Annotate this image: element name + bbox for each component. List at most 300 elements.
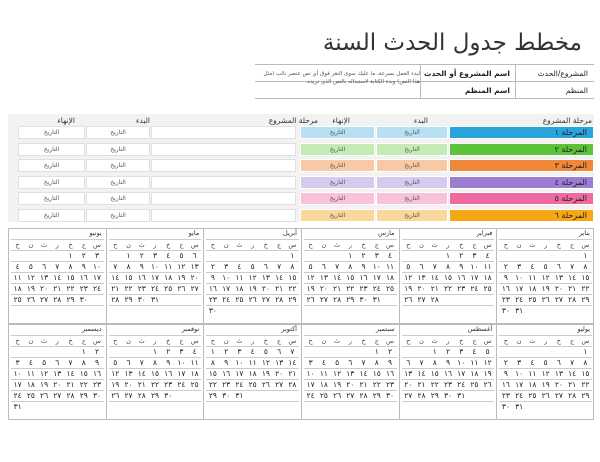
day-cell[interactable]: ٢١	[417, 380, 426, 389]
day-cell[interactable]	[428, 402, 441, 412]
day-cell[interactable]	[246, 391, 259, 401]
day-cell[interactable]: ١٧	[13, 380, 22, 389]
day-cell[interactable]: ١	[210, 347, 215, 356]
day-cell[interactable]: ١٥	[124, 273, 133, 282]
day-cell[interactable]: ١٥	[430, 369, 439, 378]
day-cell[interactable]	[175, 391, 188, 401]
day-cell[interactable]: ٢٥	[248, 380, 257, 389]
day-cell[interactable]: ١٧	[515, 380, 524, 389]
phase-label[interactable]: المرحلة ٢	[449, 143, 594, 156]
day-cell[interactable]: ١٥	[66, 273, 75, 282]
day-cell[interactable]: ٨	[583, 262, 588, 271]
day-cell[interactable]: ٤	[388, 251, 393, 260]
phase-start-date[interactable]: التاريخ	[86, 159, 150, 172]
day-cell[interactable]: ٩	[95, 358, 100, 367]
day-cell[interactable]	[259, 402, 272, 412]
day-cell[interactable]: ٢٧	[124, 391, 133, 400]
day-cell[interactable]: ٢	[139, 251, 144, 260]
day-cell[interactable]	[148, 402, 161, 412]
day-cell[interactable]	[370, 306, 383, 316]
day-cell[interactable]	[552, 251, 565, 261]
day-cell[interactable]	[552, 402, 565, 412]
day-cell[interactable]: ١٧	[515, 284, 524, 293]
day-cell[interactable]: ١١	[164, 262, 173, 271]
day-cell[interactable]	[539, 306, 552, 316]
day-cell[interactable]: ٣	[224, 262, 229, 271]
day-cell[interactable]: ١٠	[306, 369, 315, 378]
day-cell[interactable]: ٢١	[359, 380, 368, 389]
day-cell[interactable]: ٣	[472, 251, 477, 260]
day-cell[interactable]: ٣٠	[79, 295, 88, 304]
day-cell[interactable]: ٩	[503, 273, 508, 282]
day-cell[interactable]: ٥	[42, 358, 47, 367]
day-cell[interactable]: ١٧	[470, 273, 479, 282]
day-cell[interactable]: ١٧	[457, 369, 466, 378]
day-cell[interactable]	[175, 306, 188, 316]
day-cell[interactable]	[415, 402, 428, 412]
day-cell[interactable]: ١٤	[137, 369, 146, 378]
day-cell[interactable]	[77, 402, 90, 412]
day-cell[interactable]: ٢٤	[177, 380, 186, 389]
day-cell[interactable]: ٢٢	[581, 284, 590, 293]
day-cell[interactable]	[344, 306, 357, 316]
day-cell[interactable]	[317, 251, 330, 261]
day-cell[interactable]: ٢٥	[319, 391, 328, 400]
day-cell[interactable]: ٢٩	[208, 391, 217, 400]
day-cell[interactable]: ١٠	[235, 358, 244, 367]
day-cell[interactable]: ٨	[290, 262, 295, 271]
day-cell[interactable]: ١١	[248, 358, 257, 367]
day-cell[interactable]: ٥	[113, 358, 118, 367]
day-cell[interactable]	[402, 347, 415, 357]
phase-end-date[interactable]: التاريخ	[18, 159, 85, 172]
day-cell[interactable]: ١٤	[53, 273, 62, 282]
day-cell[interactable]: ٩	[388, 358, 393, 367]
day-cell[interactable]: ٤	[237, 262, 242, 271]
day-cell[interactable]: ٣٠	[222, 391, 231, 400]
day-cell[interactable]: ٧	[290, 347, 295, 356]
day-cell[interactable]: ٤	[485, 251, 490, 260]
day-cell[interactable]	[383, 306, 396, 316]
phase-end-date[interactable]: التاريخ	[300, 176, 375, 189]
day-cell[interactable]: ٩	[503, 369, 508, 378]
day-cell[interactable]	[317, 347, 330, 357]
day-cell[interactable]: ٢٢	[150, 380, 159, 389]
day-cell[interactable]: ٩	[361, 262, 366, 271]
day-cell[interactable]: ١٦	[457, 273, 466, 282]
day-cell[interactable]: ٦	[126, 358, 131, 367]
day-cell[interactable]	[109, 347, 122, 357]
day-cell[interactable]: ٥	[179, 251, 184, 260]
day-cell[interactable]: ٢٨	[430, 295, 439, 304]
day-cell[interactable]: ٢٦	[483, 380, 492, 389]
phase-end-date[interactable]: التاريخ	[300, 126, 375, 139]
day-cell[interactable]: ٣	[374, 251, 379, 260]
day-cell[interactable]: ١٣	[261, 273, 270, 282]
phase-start-date[interactable]: التاريخ	[376, 192, 448, 205]
day-cell[interactable]	[37, 306, 50, 316]
day-cell[interactable]: ٨	[68, 262, 73, 271]
day-cell[interactable]: ٢٤	[515, 391, 524, 400]
day-cell[interactable]: ٢٦	[248, 295, 257, 304]
day-cell[interactable]	[51, 306, 64, 316]
day-cell[interactable]	[11, 347, 24, 357]
day-cell[interactable]: ٢١	[333, 284, 342, 293]
day-cell[interactable]: ١٨	[528, 380, 537, 389]
day-cell[interactable]: ٤	[530, 262, 535, 271]
project-value[interactable]: اسم المشروع أو الحدث	[423, 69, 510, 78]
day-cell[interactable]: ١١	[528, 369, 537, 378]
day-cell[interactable]	[90, 295, 103, 305]
day-cell[interactable]: ٣١	[235, 391, 244, 400]
day-cell[interactable]	[135, 347, 148, 357]
phase-end-date[interactable]: التاريخ	[18, 143, 85, 156]
day-cell[interactable]: ٣١	[457, 391, 466, 400]
day-cell[interactable]	[162, 306, 175, 316]
day-cell[interactable]: ٦	[192, 251, 197, 260]
day-cell[interactable]: ١٦	[79, 273, 88, 282]
day-cell[interactable]: ١٤	[333, 273, 342, 282]
day-cell[interactable]	[109, 402, 122, 412]
day-cell[interactable]	[402, 402, 415, 412]
day-cell[interactable]: ١٤	[430, 273, 439, 282]
day-cell[interactable]: ٢٩	[372, 391, 381, 400]
day-cell[interactable]: ١٩	[177, 273, 186, 282]
day-cell[interactable]	[330, 306, 343, 316]
day-cell[interactable]: ٩	[224, 358, 229, 367]
organizer-value[interactable]: اسم المنظم	[464, 86, 510, 95]
day-cell[interactable]: ٦	[406, 358, 411, 367]
day-cell[interactable]: ٢٩	[79, 391, 88, 400]
day-cell[interactable]: ٣	[15, 358, 20, 367]
day-cell[interactable]: ٢٩	[581, 391, 590, 400]
day-cell[interactable]: ١٥	[288, 273, 297, 282]
day-cell[interactable]: ٣٠	[208, 306, 217, 315]
day-cell[interactable]	[286, 306, 299, 316]
day-cell[interactable]: ٨	[81, 358, 86, 367]
day-cell[interactable]: ١٥	[346, 273, 355, 282]
day-cell[interactable]: ١٨	[483, 273, 492, 282]
day-cell[interactable]: ٢٨	[333, 295, 342, 304]
day-cell[interactable]	[481, 295, 494, 305]
day-cell[interactable]: ٢٨	[359, 391, 368, 400]
day-cell[interactable]	[539, 402, 552, 412]
day-cell[interactable]: ٦	[556, 262, 561, 271]
day-cell[interactable]: ٢٦	[26, 295, 35, 304]
day-cell[interactable]: ٣	[459, 347, 464, 356]
day-cell[interactable]: ٤	[28, 358, 33, 367]
day-cell[interactable]: ١٢	[404, 273, 413, 282]
day-cell[interactable]: ٢٢	[430, 380, 439, 389]
day-cell[interactable]: ٨	[583, 358, 588, 367]
day-cell[interactable]: ١٧	[372, 273, 381, 282]
day-cell[interactable]: ٢٢	[79, 380, 88, 389]
day-cell[interactable]	[286, 402, 299, 412]
day-cell[interactable]	[220, 402, 233, 412]
day-cell[interactable]	[148, 306, 161, 316]
day-cell[interactable]: ١	[583, 347, 588, 356]
day-cell[interactable]: ٢٥	[164, 284, 173, 293]
day-cell[interactable]	[566, 402, 579, 412]
day-cell[interactable]: ٢٤	[235, 380, 244, 389]
day-cell[interactable]: ٢٦	[177, 284, 186, 293]
day-cell[interactable]	[135, 306, 148, 316]
day-cell[interactable]: ١٢	[483, 358, 492, 367]
day-cell[interactable]: ١	[348, 251, 353, 260]
day-cell[interactable]	[539, 251, 552, 261]
day-cell[interactable]	[37, 402, 50, 412]
day-cell[interactable]: ٢٠	[417, 284, 426, 293]
phase-start-date[interactable]: التاريخ	[86, 126, 150, 139]
phase-end-date[interactable]: التاريخ	[300, 192, 375, 205]
day-cell[interactable]: ١٢	[261, 358, 270, 367]
day-cell[interactable]: ١٣	[346, 369, 355, 378]
day-cell[interactable]: ٢	[459, 251, 464, 260]
day-cell[interactable]: ١٩	[306, 284, 315, 293]
day-cell[interactable]: ٢١	[568, 284, 577, 293]
day-cell[interactable]: ٩	[445, 358, 450, 367]
day-cell[interactable]: ١٦	[501, 284, 510, 293]
day-cell[interactable]	[77, 306, 90, 316]
day-cell[interactable]: ٢٤	[372, 284, 381, 293]
phase-label-empty[interactable]	[151, 176, 296, 189]
day-cell[interactable]: ١٧	[150, 273, 159, 282]
day-cell[interactable]	[122, 402, 135, 412]
day-cell[interactable]: ٢٦	[333, 391, 342, 400]
day-cell[interactable]: ٤	[250, 347, 255, 356]
day-cell[interactable]	[122, 306, 135, 316]
day-cell[interactable]: ١٠	[372, 262, 381, 271]
day-cell[interactable]	[220, 251, 233, 261]
day-cell[interactable]	[526, 402, 539, 412]
day-cell[interactable]: ٢٩	[581, 295, 590, 304]
day-cell[interactable]	[220, 306, 233, 316]
day-cell[interactable]	[304, 402, 317, 412]
day-cell[interactable]: ٢٦	[404, 295, 413, 304]
day-cell[interactable]: ٣	[95, 251, 100, 260]
day-cell[interactable]: ١٥	[372, 369, 381, 378]
day-cell[interactable]: ٣	[237, 347, 242, 356]
day-cell[interactable]: ٩	[210, 273, 215, 282]
day-cell[interactable]: ٢٤	[457, 380, 466, 389]
day-cell[interactable]	[330, 347, 343, 357]
day-cell[interactable]: ٨	[348, 262, 353, 271]
day-cell[interactable]: ١٧	[92, 273, 102, 282]
day-cell[interactable]	[37, 347, 50, 357]
day-cell[interactable]	[51, 402, 64, 412]
day-cell[interactable]: ٢١	[568, 380, 577, 389]
day-cell[interactable]	[175, 402, 188, 412]
day-cell[interactable]: ٣١	[13, 402, 22, 411]
phase-start-date[interactable]: التاريخ	[86, 176, 150, 189]
day-cell[interactable]: ١١	[319, 369, 328, 378]
phase-start-date[interactable]: التاريخ	[86, 209, 150, 222]
day-cell[interactable]: ٢٨	[568, 295, 577, 304]
day-cell[interactable]: ١٨	[385, 273, 395, 282]
day-cell[interactable]	[135, 402, 148, 412]
day-cell[interactable]	[246, 251, 259, 261]
day-cell[interactable]: ١٢	[111, 369, 120, 378]
day-cell[interactable]: ٧	[113, 262, 118, 271]
instruction-note[interactable]: لبدء العمل بسرعة، ما عليك سوى النقر فوق أي نص عنصر نائب (مثل هذا النص) وبدء الكتابة لاستبداله بالنص الذي تريده.	[263, 71, 420, 85]
day-cell[interactable]	[441, 306, 454, 316]
day-cell[interactable]	[415, 251, 428, 261]
day-cell[interactable]: ١١	[13, 273, 22, 282]
day-cell[interactable]: ٥	[250, 262, 255, 271]
day-cell[interactable]: ٣	[179, 347, 184, 356]
day-cell[interactable]: ٢٧	[346, 391, 355, 400]
day-cell[interactable]	[441, 295, 454, 305]
day-cell[interactable]	[24, 306, 37, 316]
day-cell[interactable]: ١٢	[541, 369, 550, 378]
day-cell[interactable]: ١٦	[501, 380, 510, 389]
day-cell[interactable]: ٦	[277, 347, 282, 356]
day-cell[interactable]	[64, 306, 77, 316]
day-cell[interactable]: ٥	[406, 262, 411, 271]
day-cell[interactable]: ١٨	[528, 284, 537, 293]
day-cell[interactable]: ١	[152, 347, 157, 356]
phase-start-date[interactable]: التاريخ	[86, 143, 150, 156]
day-cell[interactable]	[468, 402, 481, 412]
day-cell[interactable]	[468, 306, 481, 316]
day-cell[interactable]: ١٣	[40, 273, 49, 282]
day-cell[interactable]: ٢	[445, 347, 450, 356]
day-cell[interactable]: ١	[126, 251, 131, 260]
day-cell[interactable]: ١٠	[515, 273, 524, 282]
day-cell[interactable]	[273, 402, 286, 412]
day-cell[interactable]	[64, 347, 77, 357]
day-cell[interactable]	[188, 402, 201, 412]
day-cell[interactable]	[383, 402, 396, 412]
day-cell[interactable]: ١	[374, 347, 379, 356]
day-cell[interactable]: ٣٠	[92, 391, 102, 400]
phase-label[interactable]: المرحلة ١	[449, 126, 594, 139]
day-cell[interactable]: ١٠	[457, 358, 466, 367]
day-cell[interactable]	[357, 347, 370, 357]
day-cell[interactable]	[51, 251, 64, 261]
day-cell[interactable]	[455, 402, 468, 412]
day-cell[interactable]: ٢	[166, 347, 171, 356]
day-cell[interactable]	[526, 347, 539, 357]
day-cell[interactable]	[539, 347, 552, 357]
day-cell[interactable]: ٢٣	[222, 380, 231, 389]
day-cell[interactable]: ١٠	[92, 262, 102, 271]
day-cell[interactable]: ٣٠	[164, 391, 173, 400]
day-cell[interactable]: ٣١	[150, 295, 159, 304]
day-cell[interactable]: ٢٠	[554, 284, 563, 293]
day-cell[interactable]	[552, 306, 565, 316]
day-cell[interactable]: ٣	[517, 358, 522, 367]
phase-start-date[interactable]: التاريخ	[86, 192, 150, 205]
day-cell[interactable]	[441, 402, 454, 412]
day-cell[interactable]	[304, 306, 317, 316]
day-cell[interactable]: ٣٠	[137, 295, 146, 304]
day-cell[interactable]: ٥	[485, 347, 490, 356]
day-cell[interactable]: ١٦	[137, 273, 146, 282]
day-cell[interactable]: ٢٩	[124, 295, 133, 304]
day-cell[interactable]: ١٢	[26, 273, 35, 282]
day-cell[interactable]	[259, 306, 272, 316]
day-cell[interactable]: ٦	[55, 358, 60, 367]
day-cell[interactable]	[402, 251, 415, 261]
day-cell[interactable]: ١٣	[190, 262, 199, 271]
day-cell[interactable]: ١٣	[417, 273, 426, 282]
day-cell[interactable]	[233, 402, 246, 412]
day-cell[interactable]	[344, 347, 357, 357]
day-cell[interactable]: ٤	[321, 358, 326, 367]
day-cell[interactable]: ٢٥	[483, 284, 492, 293]
day-cell[interactable]: ١٦	[359, 273, 368, 282]
day-cell[interactable]: ٨	[210, 358, 215, 367]
day-cell[interactable]	[499, 251, 512, 261]
day-cell[interactable]	[304, 347, 317, 357]
day-cell[interactable]: ١٤	[568, 369, 577, 378]
day-cell[interactable]: ٢	[361, 251, 366, 260]
day-cell[interactable]: ٢١	[137, 380, 146, 389]
day-cell[interactable]: ٢	[95, 347, 100, 356]
day-cell[interactable]: ٩	[166, 358, 171, 367]
day-cell[interactable]: ١٩	[248, 284, 257, 293]
day-cell[interactable]: ٢٧	[275, 380, 284, 389]
day-cell[interactable]: ٣٠	[359, 295, 368, 304]
day-cell[interactable]: ١٥	[581, 369, 590, 378]
day-cell[interactable]: ٢٤	[13, 391, 22, 400]
day-cell[interactable]	[513, 347, 526, 357]
day-cell[interactable]: ٢٦	[111, 391, 120, 400]
day-cell[interactable]: ٢	[224, 347, 229, 356]
phase-label[interactable]: المرحلة ٣	[449, 159, 594, 172]
day-cell[interactable]	[499, 347, 512, 357]
day-cell[interactable]: ٢٣	[137, 284, 146, 293]
day-cell[interactable]	[273, 391, 286, 401]
day-cell[interactable]: ٨	[126, 262, 131, 271]
day-cell[interactable]	[206, 251, 219, 261]
day-cell[interactable]: ٢	[503, 358, 508, 367]
day-cell[interactable]: ٦	[321, 262, 326, 271]
day-cell[interactable]	[526, 306, 539, 316]
day-cell[interactable]: ٣٠	[501, 402, 510, 411]
day-cell[interactable]: ١٢	[333, 369, 342, 378]
day-cell[interactable]: ٨	[445, 262, 450, 271]
day-cell[interactable]: ٢٧	[404, 391, 413, 400]
day-cell[interactable]: ١٧	[306, 380, 315, 389]
day-cell[interactable]: ١٠	[222, 273, 231, 282]
day-cell[interactable]: ١٢	[177, 262, 186, 271]
day-cell[interactable]: ١٢	[541, 273, 550, 282]
day-cell[interactable]: ١٨	[470, 369, 479, 378]
day-cell[interactable]: ٢٠	[40, 284, 49, 293]
day-cell[interactable]: ١٤	[288, 358, 297, 367]
day-cell[interactable]: ٧	[277, 262, 282, 271]
day-cell[interactable]: ٢٣	[208, 295, 217, 304]
day-cell[interactable]: ٢٠	[346, 380, 355, 389]
day-cell[interactable]	[357, 306, 370, 316]
day-cell[interactable]	[90, 402, 103, 412]
day-cell[interactable]: ٢٢	[124, 284, 133, 293]
day-cell[interactable]: ٩	[139, 262, 144, 271]
day-cell[interactable]: ٦	[419, 262, 424, 271]
day-cell[interactable]	[317, 306, 330, 316]
day-cell[interactable]	[566, 251, 579, 261]
day-cell[interactable]: ١٣	[275, 358, 284, 367]
day-cell[interactable]: ١٨	[248, 369, 257, 378]
day-cell[interactable]: ٥	[335, 358, 340, 367]
day-cell[interactable]: ٢٥	[528, 391, 537, 400]
day-cell[interactable]: ٢٤	[515, 295, 524, 304]
day-cell[interactable]: ٧	[419, 358, 424, 367]
day-cell[interactable]: ١٦	[385, 369, 395, 378]
day-cell[interactable]: ١٨	[190, 369, 199, 378]
